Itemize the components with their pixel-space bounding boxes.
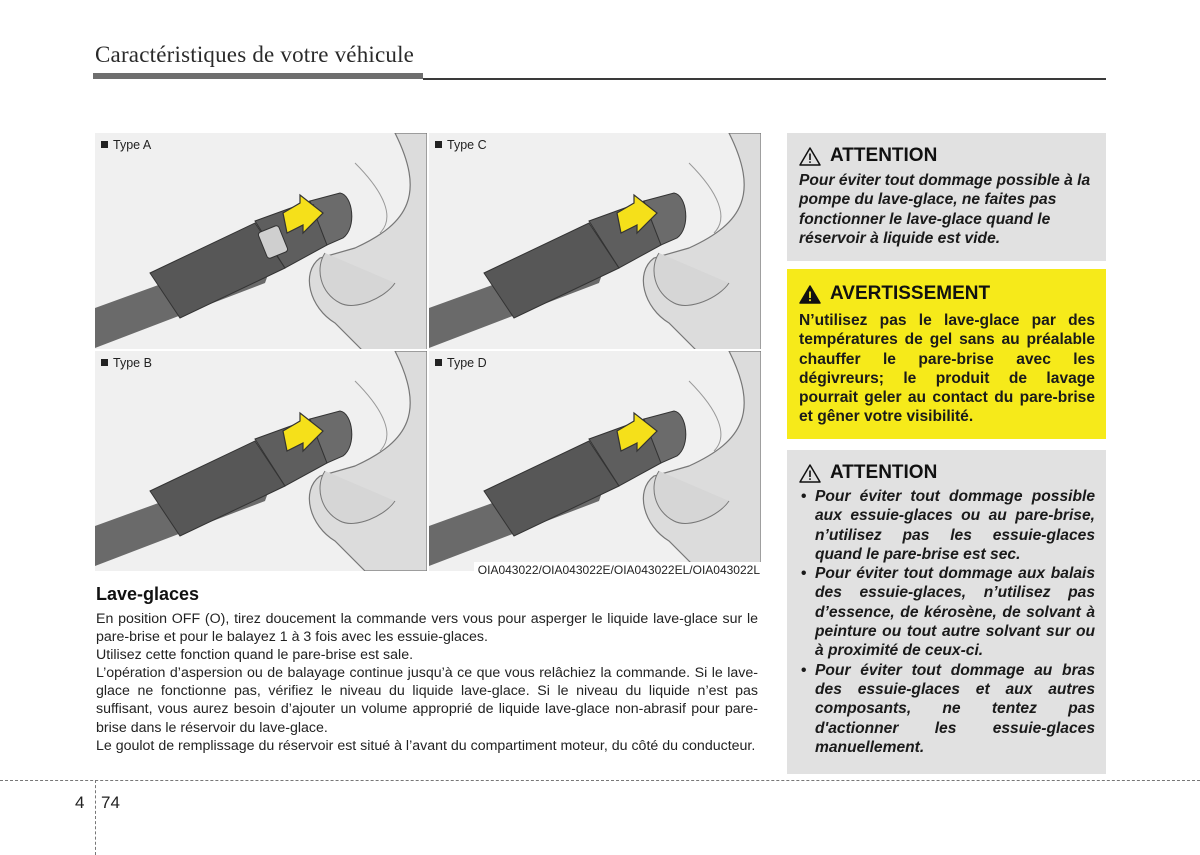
figure-code: OIA043022/OIA043022E/OIA043022EL/OIA043022L — [474, 562, 762, 577]
attention-box-pump — [787, 133, 1106, 261]
panel-label: Type A — [101, 138, 151, 152]
body-paragraph: L’opération d’aspersion ou de balayage continue jusqu’à ce que vous relâchiez la commande. Si le lave-glace ne fonctionne pas, vérifiez le niveau du liquide lave-glace. Si le niveau du liquide n’est pas suffisant, vous aurez besoin d’ajouter un volume approprié de liquide lave-glace non-abrasif pour pare-brise dans le réservoir du lave-glace. — [96, 665, 758, 736]
attention-title: ATTENTION — [799, 145, 937, 167]
warning-box-freezing — [787, 269, 1106, 439]
figure-panel-type-d — [429, 351, 761, 571]
header-rule-thick — [93, 73, 423, 79]
figure-panel-type-b — [95, 351, 427, 571]
warning-text: N’utilisez pas le lave-glace par des températures de gel sans au préalable chauffer le pare-brise avec les dégivreurs; le produit de lavage pourrait geler au contact du pare-brise et gêner votre visibilité. — [799, 312, 1095, 426]
warning-triangle-icon — [799, 285, 821, 304]
stalk-illustration — [429, 133, 761, 353]
attention-list-item: • Pour éviter tout dommage aux balais des essuie-glaces, n’utilisez pas d’essence, de kérosène, de solvant à peinture ou tout autre solvant sur ou à proximité de ceux-ci. — [799, 564, 1095, 660]
body-paragraph: Utilisez cette fonction quand le pare-brise est sale. — [96, 647, 414, 664]
footer-dashed-rule — [0, 780, 1200, 781]
wiper-stalk-figure — [95, 133, 762, 577]
attention-list-item: • Pour éviter tout dommage au bras des essuie-glaces et aux autres composants, ne tentez pas d'actionner les essuie-glaces manuellement. — [799, 661, 1095, 757]
warning-title: AVERTISSEMENT — [799, 283, 990, 305]
page-number: 74 — [101, 793, 120, 812]
attention-list-item: • Pour éviter tout dommage possible aux essuie-glaces ou au pare-brise, n’utilisez pas les essuie-glaces quand le pare-brise est sec. — [799, 487, 1095, 564]
caution-triangle-icon — [799, 464, 821, 483]
page-header-title: Caractéristiques de votre véhicule — [95, 42, 415, 67]
figure-divider-horizontal — [95, 349, 762, 351]
header-rule-thin — [423, 78, 1106, 80]
footer-dashed-divider — [95, 780, 96, 855]
stalk-illustration — [95, 133, 427, 353]
figure-divider-vertical — [427, 133, 429, 577]
section-heading: Lave-glaces — [96, 584, 200, 604]
figure-panel-type-a — [95, 133, 427, 353]
stalk-illustration — [429, 351, 761, 571]
body-paragraph: En position OFF (O), tirez doucement la commande vers vous pour asperger le liquide lave-glace sur le pare-brise et pour le balayez 1 à 3 fois avec les essuie-glaces. — [96, 611, 758, 646]
attention-title: ATTENTION — [799, 462, 937, 484]
panel-label: Type D — [435, 356, 487, 370]
chapter-number: 4 — [75, 793, 85, 812]
panel-label: Type B — [101, 356, 152, 370]
stalk-illustration — [95, 351, 427, 571]
section-body — [96, 610, 758, 755]
attention-text: Pour éviter tout dommage possible à la pompe du lave-glace, ne faites pas fonctionner le lave-glace quand le réservoir à liquide est vide. — [799, 172, 1091, 247]
attention-list — [799, 487, 1095, 757]
panel-label: Type C — [435, 138, 487, 152]
body-paragraph: Le goulot de remplissage du réservoir est situé à l’avant du compartiment moteur, du côté du conducteur. — [96, 737, 756, 754]
caution-triangle-icon — [799, 147, 821, 166]
figure-panel-type-c — [429, 133, 761, 353]
attention-box-wipers — [787, 450, 1106, 774]
